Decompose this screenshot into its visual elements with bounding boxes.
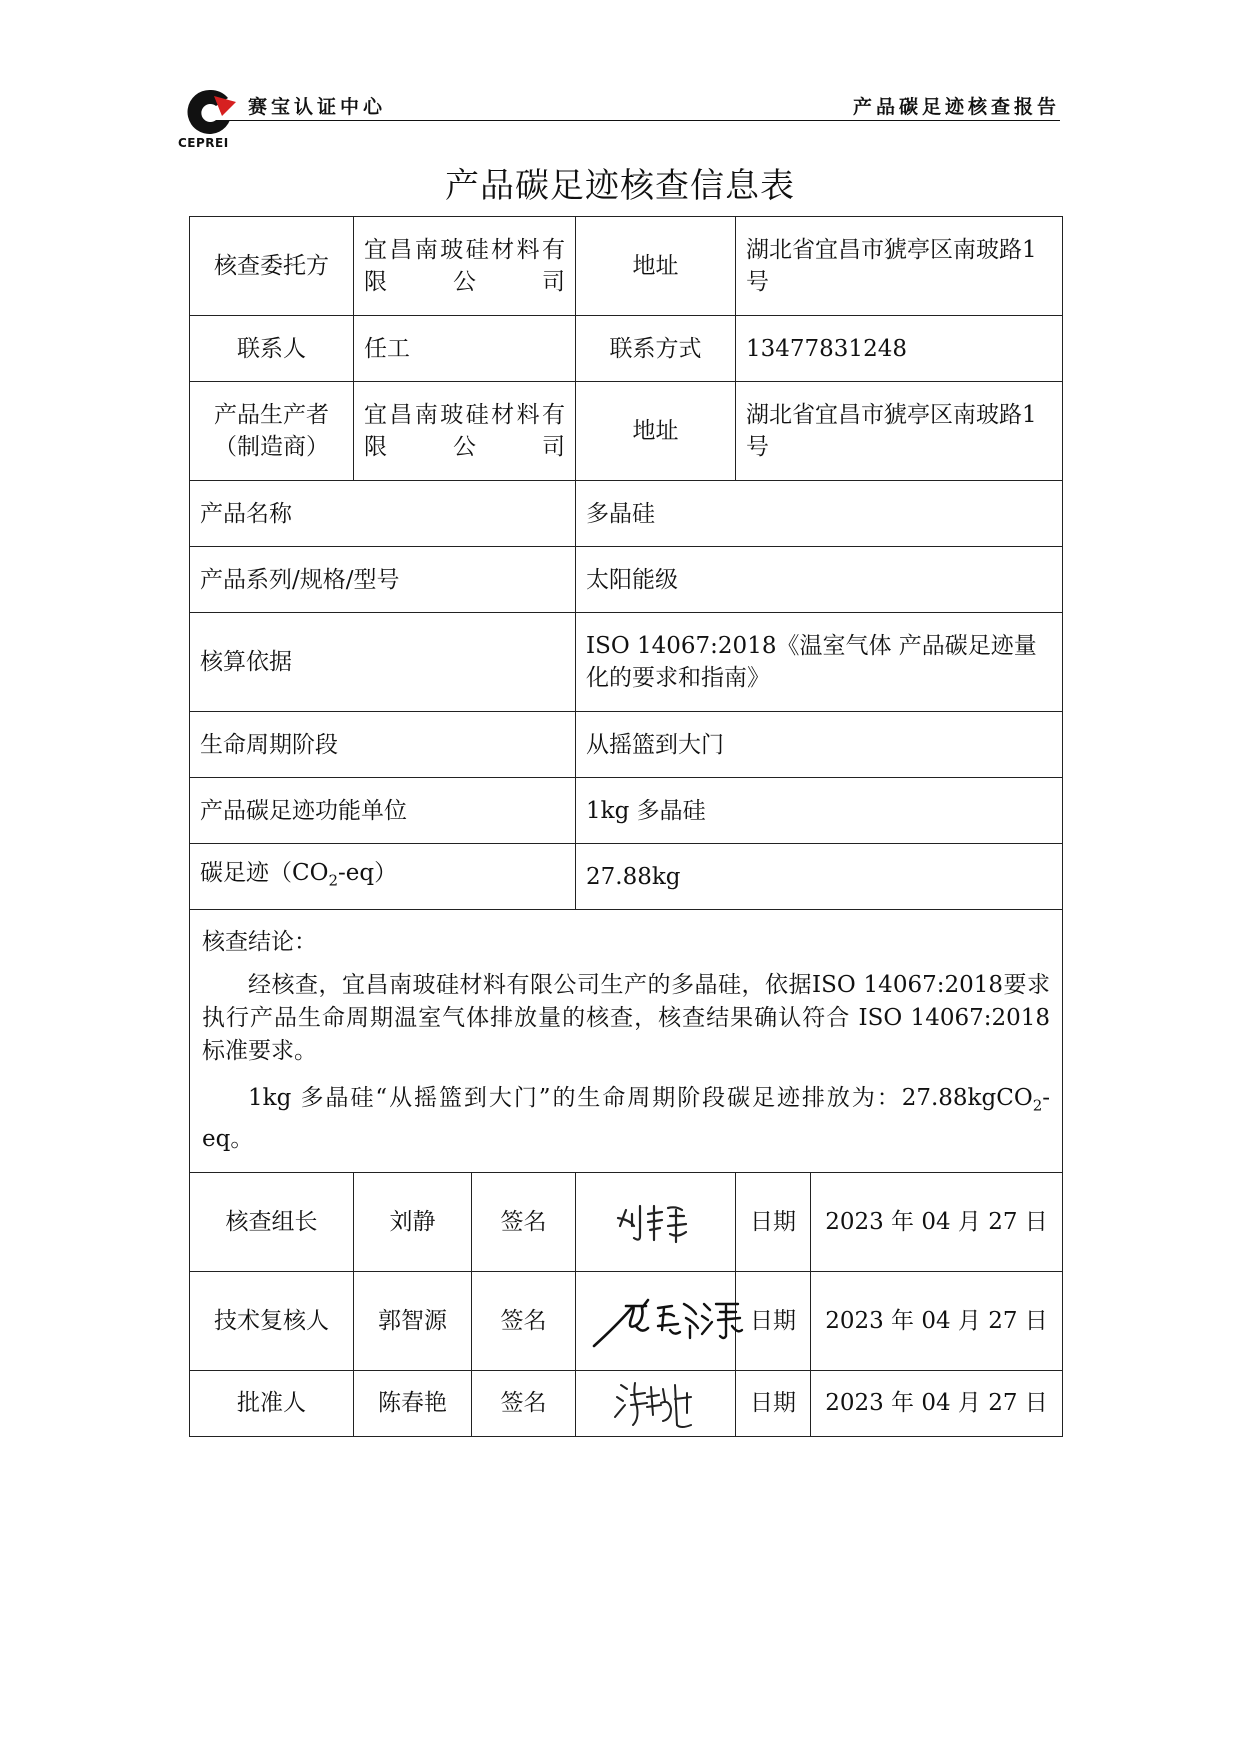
- table-row: [190, 382, 1063, 481]
- sign-label: 签名: [472, 1271, 576, 1370]
- contact-value: 任工: [354, 316, 576, 382]
- sign-label: 签名: [472, 1370, 576, 1436]
- producer-address-label: 地址: [576, 382, 736, 481]
- producer-address-value: 湖北省宜昌市猇亭区南玻路1号: [736, 382, 1063, 481]
- client-address-value: 湖北省宜昌市猇亭区南玻路1号: [736, 217, 1063, 316]
- producer-label: [190, 382, 354, 481]
- date-label: 日期: [736, 1271, 811, 1370]
- report-title: 产品碳足迹核查报告: [852, 96, 1060, 118]
- signature-row: [190, 1271, 1063, 1370]
- date-value: 2023 年 04 月 27 日: [811, 1172, 1063, 1271]
- conclusion-row: [190, 910, 1063, 1173]
- basis-label: 核算依据: [190, 613, 576, 712]
- document-title: 产品碳足迹核查信息表: [445, 166, 795, 206]
- date-value: 2023 年 04 月 27 日: [811, 1370, 1063, 1436]
- contact-method-label: 联系方式: [576, 316, 736, 382]
- footprint-label: [190, 844, 576, 910]
- conclusion-para1: 经核查，宜昌南玻硅材料有限公司生产的多晶硅，依据ISO 14067:2018要求执行产品生命周期温室气体排放量的核查，核查结果确认符合 ISO 14067:2018 标准要求。: [202, 972, 1051, 1064]
- footprint-value: 27.88kg: [576, 844, 1063, 910]
- date-value: 2023 年 04 月 27 日: [811, 1271, 1063, 1370]
- role-label: 技术复核人: [190, 1271, 354, 1370]
- client-value: [354, 217, 576, 316]
- handwritten-signature-icon: [601, 1375, 711, 1431]
- signature-image: [576, 1271, 736, 1370]
- producer-value-text: 宜昌南玻硅材料有限公司: [364, 402, 565, 460]
- conclusion-para2: [202, 1082, 1050, 1156]
- table-row: [190, 778, 1063, 844]
- table-row: [190, 217, 1063, 316]
- person-name: 郭智源: [354, 1271, 472, 1370]
- lifecycle-label: 生命周期阶段: [190, 712, 576, 778]
- logo-text: CEPREI: [178, 136, 229, 150]
- footprint-label-post: -eq）: [338, 859, 398, 886]
- contact-method-value: 13477831248: [736, 316, 1063, 382]
- product-name-value: 多晶硅: [576, 481, 1063, 547]
- handwritten-signature-icon: [586, 1286, 746, 1356]
- table-row: [190, 547, 1063, 613]
- footprint-label-pre: 碳足迹（CO: [200, 859, 329, 886]
- person-name: 刘静: [354, 1172, 472, 1271]
- functional-unit-label: 产品碳足迹功能单位: [190, 778, 576, 844]
- role-label: 批准人: [190, 1370, 354, 1436]
- org-name: 赛宝认证中心: [248, 96, 387, 118]
- producer-label-line2: （制造商）: [214, 434, 329, 460]
- product-name-label: 产品名称: [190, 481, 576, 547]
- footprint-label-sub: 2: [328, 871, 339, 890]
- series-value: 太阳能级: [576, 547, 1063, 613]
- conclusion-para2-pre: 1kg 多晶硅“从摇篮到大门”的生命周期阶段碳足迹排放为：27.88kgCO: [248, 1085, 1033, 1111]
- table-row: [190, 316, 1063, 382]
- conclusion-title: 核查结论：: [202, 929, 317, 955]
- table-row: [190, 844, 1063, 910]
- table-row: [190, 712, 1063, 778]
- page-header: [180, 84, 1060, 154]
- producer-value: [354, 382, 576, 481]
- signature-row: [190, 1370, 1063, 1436]
- contact-label: 联系人: [190, 316, 354, 382]
- client-value-text: 宜昌南玻硅材料有限公司: [364, 237, 565, 295]
- signature-image: [576, 1370, 736, 1436]
- header-divider: [226, 120, 1060, 121]
- client-address-label: 地址: [576, 217, 736, 316]
- functional-unit-value: 1kg 多晶硅: [576, 778, 1063, 844]
- person-name: 陈春艳: [354, 1370, 472, 1436]
- conclusion-para2-post: -eq。: [202, 1085, 1051, 1152]
- signature-image: [576, 1172, 736, 1271]
- role-label: 核查组长: [190, 1172, 354, 1271]
- basis-value: ISO 14067:2018《温室气体 产品碳足迹量化的要求和指南》: [576, 613, 1063, 712]
- lifecycle-value: 从摇篮到大门: [576, 712, 1063, 778]
- info-table: [189, 216, 1063, 1437]
- conclusion-cell: [190, 910, 1063, 1173]
- conclusion-para2-sub: 2: [1032, 1096, 1043, 1115]
- signature-row: [190, 1172, 1063, 1271]
- sign-label: 签名: [472, 1172, 576, 1271]
- producer-label-line1: 产品生产者: [214, 402, 329, 428]
- date-label: 日期: [736, 1370, 811, 1436]
- client-label: 核查委托方: [190, 217, 354, 316]
- table-row: [190, 481, 1063, 547]
- date-label: 日期: [736, 1172, 811, 1271]
- handwritten-signature-icon: [596, 1192, 716, 1252]
- series-label: 产品系列/规格/型号: [190, 547, 576, 613]
- table-row: [190, 613, 1063, 712]
